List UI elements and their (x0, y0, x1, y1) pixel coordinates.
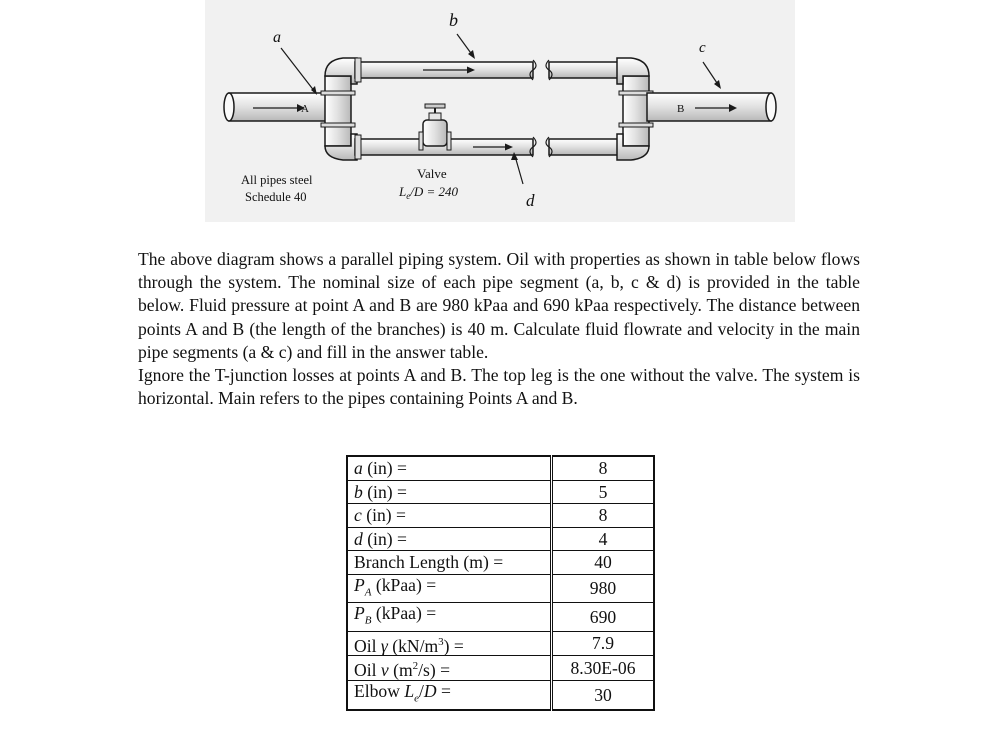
label-subscript: e (414, 692, 420, 705)
table-row-value: 30 (552, 681, 655, 710)
branch-pipe-b (355, 58, 621, 82)
label-text: (m (388, 660, 413, 681)
label-text: (in) = (362, 481, 407, 502)
label-text: /s) = (418, 660, 451, 681)
given-data-table (346, 455, 655, 711)
table-row-value: 8.30E-06 (552, 656, 655, 681)
valve-icon (419, 104, 451, 150)
label-text: = (436, 681, 451, 702)
label-text: Branch Length (m) = (354, 552, 504, 573)
table-row-value: 5 (552, 480, 655, 504)
leader-d (515, 156, 523, 184)
valve-label: Valve (417, 166, 447, 181)
label-variable: D (423, 681, 437, 702)
label-variable: P (354, 574, 365, 595)
label-variable: a (354, 458, 363, 479)
label-variable: P (354, 603, 365, 624)
label-text: ) = (443, 635, 464, 656)
label-text: Oil (354, 660, 381, 681)
label-a: a (273, 29, 281, 46)
label-text: (kPaa) = (371, 574, 437, 595)
table-row-value: 8 (552, 504, 655, 528)
problem-paragraph-1: The above diagram shows a parallel piping system. Oil with properties as shown in table below flows through the system. The nominal size of each pipe segment (a, b, c & d) is provided in the table below. Fluid pressure at point A and B are 980 kPaa and 690 kPaa respectively. The distance between points A and B (the length of the branches) is 40 m. Calculate fluid flowrate and velocity in the main pipe segments (a & c) and fill in the answer table. (138, 249, 860, 362)
main-pipe-c (647, 93, 776, 121)
table-row-label (347, 603, 552, 632)
table-row-label (347, 656, 552, 681)
note-line-1: All pipes steel (241, 173, 313, 187)
label-variable: b (354, 481, 363, 502)
label-superscript: 2 (412, 660, 419, 673)
label-symbol: ν (380, 660, 389, 681)
label-d: d (526, 191, 535, 210)
label-b: b (449, 10, 458, 30)
table-row-label (347, 551, 552, 575)
label-text: (in) = (361, 505, 406, 526)
table-row (347, 527, 654, 551)
table-row-value: 40 (552, 551, 655, 575)
label-variable: d (354, 528, 363, 549)
table-row-label (347, 631, 552, 656)
table-row-value: 8 (552, 456, 655, 480)
point-a-label: A (301, 103, 309, 115)
label-text: / (419, 681, 424, 702)
valve-ld-label: $L_e/D = 240$ (399, 184, 459, 201)
label-text: (in) = (362, 528, 407, 549)
table-row-label (347, 574, 552, 603)
table-row-value: 4 (552, 527, 655, 551)
leader-a (281, 48, 315, 92)
label-variable: L (404, 681, 415, 702)
table-row-label (347, 456, 552, 480)
label-superscript: 3 (438, 635, 444, 648)
table-row-label (347, 504, 552, 528)
piping-diagram (205, 0, 795, 222)
table-row (347, 603, 654, 632)
table-row (347, 681, 654, 710)
table-row-value: 690 (552, 603, 655, 632)
label-symbol: γ (380, 635, 388, 656)
table-row (347, 551, 654, 575)
table-row (347, 631, 654, 656)
table-row (347, 456, 654, 480)
table-row (347, 574, 654, 603)
table-row-value: 7.9 (552, 631, 655, 656)
label-text: (in) = (362, 458, 407, 479)
label-text: Elbow (354, 681, 405, 702)
left-tee (321, 58, 357, 160)
piping-diagram-svg (205, 0, 795, 222)
table-row-label (347, 681, 552, 710)
table-row (347, 656, 654, 681)
table-row (347, 480, 654, 504)
label-variable: c (354, 505, 362, 526)
label-text: (kPaa) = (371, 603, 437, 624)
note-line-2: Schedule 40 (245, 190, 307, 204)
problem-paragraph-2: Ignore the T-junction losses at points A and B. The top leg is the one without the valve. The system is horizontal. Main refers to the pipes containing Points A and B. (138, 365, 860, 409)
main-pipe-a (224, 93, 327, 121)
table-row-label (347, 480, 552, 504)
table-row (347, 504, 654, 528)
label-subscript: B (364, 614, 372, 627)
label-subscript: A (364, 586, 372, 599)
label-c: c (699, 40, 706, 56)
label-text: Oil (354, 635, 381, 656)
given-data-table-body (347, 456, 654, 710)
table-row-value: 980 (552, 574, 655, 603)
problem-statement (138, 248, 860, 410)
table-row-label (347, 527, 552, 551)
label-text: (kN/m (387, 635, 439, 656)
point-b-label: B (677, 103, 685, 115)
